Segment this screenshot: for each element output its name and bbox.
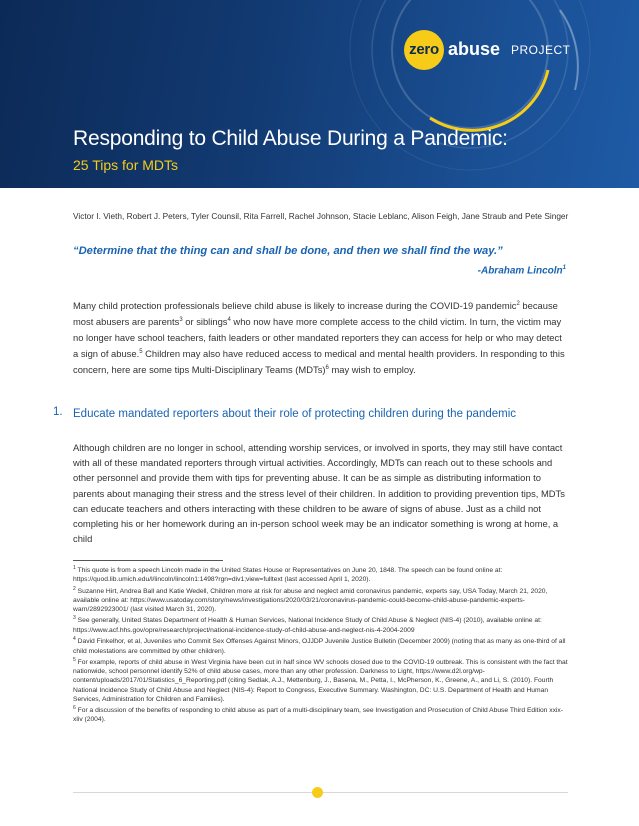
quote-attribution xyxy=(478,265,566,276)
intro-paragraph xyxy=(73,297,568,378)
intro-text: because most abusers are parents xyxy=(73,300,558,328)
footnote-ref-4: 4 xyxy=(227,317,231,324)
footnote-3: $^3$ See generally, United States Department of Health & Human Services, National Incidence Study of Child Abuse & Neglect (NIS-4) (2010), available online at: https://www.acf.hhs.gov/opre/research/project/national-incidence-study-of-child-abuse-and-neglect-nis-4-2004-2009 xyxy=(73,615,542,634)
document-title: Responding to Child Abuse During a Pandemic: xyxy=(73,127,508,150)
section-1-number: 1. xyxy=(53,406,63,418)
logo-project-text: PROJECT xyxy=(511,43,571,57)
footnote-ref-2: 2 xyxy=(516,301,520,307)
footnotes xyxy=(73,564,568,725)
page-bottom-dot xyxy=(312,787,323,798)
section-1-heading: Educate mandated reporters about their role of protecting children during the pandemic xyxy=(73,408,517,420)
footnote-ref-3: 3 xyxy=(179,317,183,324)
footnote-2: $^2$ Suzanne Hirt, Andrea Ball and Katie Wedell, Children more at risk for abuse and neglect amid coronavirus pandemic, experts say, USA Today, March 21, 2020, available online at: https://www.usatoday.com/story/news/investigations/2020/03/21/coronavirus-pandemic-could-become-child-abuse-pandemic-experts-warn/2892923001/ (last visited March 31, 2020). xyxy=(73,585,548,614)
intro-text: Many child protection professionals believe child abuse is likely to increase during the COVID-19 pandemic xyxy=(73,300,517,312)
logo-zero-badge: zero xyxy=(404,30,444,70)
header-banner xyxy=(0,0,639,188)
intro-text: may wish to employ. xyxy=(328,364,416,376)
footnote-6: $^6$ For a discussion of the benefits of responding to child abuse as part of a multi-disciplinary team, see Investigation and Prosecution of Child Abuse Third Edition xxix-xliv (2004). xyxy=(73,705,563,724)
author-list: Victor I. Vieth, Robert J. Peters, Tyler Counsil, Rita Farrell, Rachel Johnson, Stacie Leblanc, Alison Feigh, Jane Straub and Pete Singer xyxy=(73,211,569,221)
footnote-4: $^4$ David Finkelhor, et al, Juveniles who Commit Sex Offenses Against Minors, OJJDP Juvenile Justice Bulletin (December 2009) (noting that as many as one-third of all child molestations are committed by other children). xyxy=(73,636,566,655)
footnote-ref-1: 1 xyxy=(562,265,566,271)
footnote-5: $^5$ For example, reports of child abuse in West Virginia have been cut in half since WV schools closed due to the COVID-19 outbreak. This is consistent with the fact that nationwide, school personnel identify 52% of child abuse cases, more than any other profession. Darkness to Light, https://www.d2l.org/wp-content/uploads/2017/01/Statistics_6_Reporting.pdf (citing Sedlak, A.J., Mettenburg, J., Basena, M., Petta, I., McPherson, K., Greene, A., and Li, S. (2010). Fourth National Incidence Study of Child Abuse and Neglect (NIS-4): Report to Congress, Executive Summary. Washington, DC: U.S. Department of Health and Human Services, Administration for Children and Families). xyxy=(73,656,568,703)
footnote-divider xyxy=(73,560,223,561)
document-subtitle: 25 Tips for MDTs xyxy=(73,157,179,173)
section-1-body: Although children are no longer in school, attending worship services, or involved in sports, they may still have contact with all of these mandated reporters through virtual activities. Accordingly, MDTs can reach out to these schools and other personnel and provide them with tips for preventing abuse. It can be as simple as distributing information to parents about managing their stress and the stress level of their children. In addition to providing prevention tips, MDTs can educate teachers and others interacting with these children to be aware of signs of abuse. Just as a child not completing his or her homework during an in-person school week may be an indicator something is wrong at home, a child xyxy=(73,442,565,545)
logo-abuse-text: abuse xyxy=(448,39,501,59)
quote-author-name: -Abraham Lincoln xyxy=(477,265,563,277)
lincoln-quote: “Determine that the thing can and shall be done, and then we shall find the way.” xyxy=(73,245,503,257)
footnote-1: $^1$ This quote is from a speech Lincoln made in the United States House or Representatives on June 20, 1848. The speech can be found online at: https://quod.lib.umich.edu/l/lincoln/lincoln1:1498?rgn=div1;view=fulltext (last accessed April 1, 2020). xyxy=(73,565,503,584)
intro-text: Children may also have reduced access to medical and mental health providers. In responding to this concern, here are some tips Multi-Disciplinary Teams (MDTs) xyxy=(73,347,565,376)
footnote-ref-6: 6 xyxy=(325,365,329,372)
footnote-ref-5: 5 xyxy=(139,348,143,355)
intro-text: who now have more complete access to the child victim. In turn, the victim may no longer have school teachers, faith leaders or other mandated reporters they can access for help or who may detect a sign of abuse. xyxy=(73,316,562,359)
intro-text: or siblings xyxy=(182,316,228,328)
